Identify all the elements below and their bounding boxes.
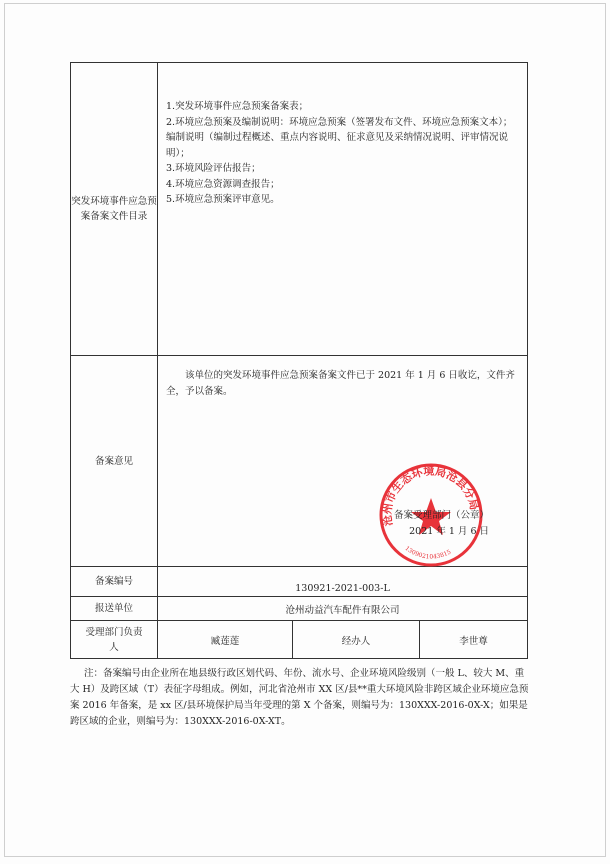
record-no-label: 备案编号 [71,567,158,597]
submit-label: 报送单位 [71,597,158,621]
filing-table [70,62,528,659]
opinion-text: 该单位的突发环境事件应急预案备案文件已于 2021 年 1 月 6 日收讫，文件齐全，予以备案。 [166,370,515,397]
submit-unit: 沧州动益汽车配件有限公司 [158,597,528,621]
seal-caption [394,508,489,540]
list-item: 1.突发环境事件应急预案备案表； [166,101,309,112]
footnote: 注：备案编号由企业所在地县级行政区划代码、年份、流水号、企业环境风险级别（一般 L、较大 M、重大 H）及跨区域（T）表征字母组成。例如，河北省沧州市 XX 区/县**重大环境风险非跨区域企业环境应急预案 2016 年备案，是 xx 区/县环境保护局当年受理的第 X 个备案，则编号为：130XXX-2016-0X-X；如果是跨区域的企业，则编号为：130XXX-2016-0X-XT。 [70,668,529,727]
opinion-cell [158,356,528,567]
svg-text:1309021043815: 1309021043815 [403,544,453,561]
opinion-label: 备案意见 [71,356,158,567]
list-item: 4.环境应急资源调查报告； [166,178,280,190]
list-item: 2.环境应急预案及编制说明：环境应急预案（签署发布文件、环境应急预案文本）；编制说明（编制过程概述、重点内容说明、征求意见及采纳情况说明、评审情况说明）； [166,116,513,159]
handler-label: 经办人 [293,621,420,659]
dept-head-label: 受理部门负责人 [71,621,158,659]
dept-head: 臧莲莲 [158,621,293,659]
svg-text:沧州市生态环境局沧县分局: 沧州市生态环境局沧县分局 [380,464,481,528]
date-line: 2021 年 1 月 6 日 [409,526,490,537]
record-no: 130921-2021-003-L [158,567,528,597]
list-item: 5.环境应急预案评审意见。 [166,194,280,205]
dept-line: 备案受理部门（公章） [394,510,490,521]
files-list [158,63,528,356]
list-item: 3.环境风险评估报告； [166,163,261,174]
files-label: 突发环境事件应急预案备案文件目录 [71,63,158,356]
handler: 李世尊 [420,621,528,659]
